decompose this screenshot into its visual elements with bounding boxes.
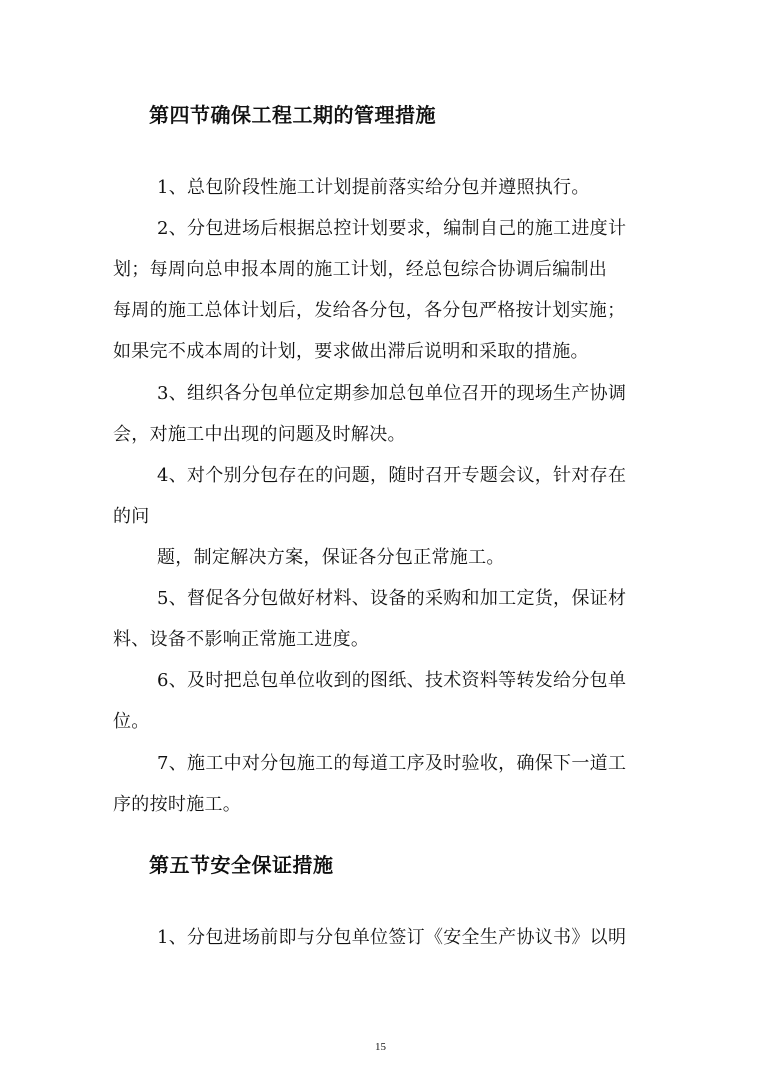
paragraph-line: 2、分包进场后根据总控计划要求，编制自己的施工进度计 [157,218,627,239]
section-4-heading: 第四节确保工程工期的管理措施 [149,103,436,127]
paragraph-line: 位。 [113,711,150,732]
paragraph-line: 会，对施工中出现的问题及时解决。 [113,424,406,445]
paragraph-line: 题，制定解决方案，保证各分包正常施工。 [157,547,505,568]
paragraph-line: 1、总包阶段性施工计划提前落实给分包并遵照执行。 [157,177,590,198]
paragraph-line: 6、及时把总包单位收到的图纸、技术资料等转发给分包单 [157,670,627,691]
section-5-heading: 第五节安全保证措施 [149,853,334,877]
paragraph-line: 3、组织各分包单位定期参加总包单位召开的现场生产协调 [157,383,627,404]
paragraph-line: 4、对个别分包存在的问题，随时召开专题会议，针对存在 [157,465,627,486]
paragraph-line: 料、设备不影响正常施工进度。 [113,629,370,650]
paragraph-line: 5、督促各分包做好材料、设备的采购和加工定货，保证材 [157,588,627,609]
paragraph-line: 7、施工中对分包施工的每道工序及时验收，确保下一道工 [157,753,627,774]
paragraph-line: 划；每周向总申报本周的施工计划，经总包综合协调后编制出 [113,259,608,280]
paragraph-line: 的问 [113,506,150,527]
page-number: 15 [375,1041,386,1053]
paragraph-line: 如果完不成本周的计划，要求做出滞后说明和采取的措施。 [113,341,589,362]
paragraph-line: 每周的施工总体计划后，发给各分包，各分包严格按计划实施； [113,300,626,321]
paragraph-line: 1、分包进场前即与分包单位签订《安全生产协议书》以明 [157,927,627,948]
paragraph-line: 序的按时施工。 [113,794,242,815]
